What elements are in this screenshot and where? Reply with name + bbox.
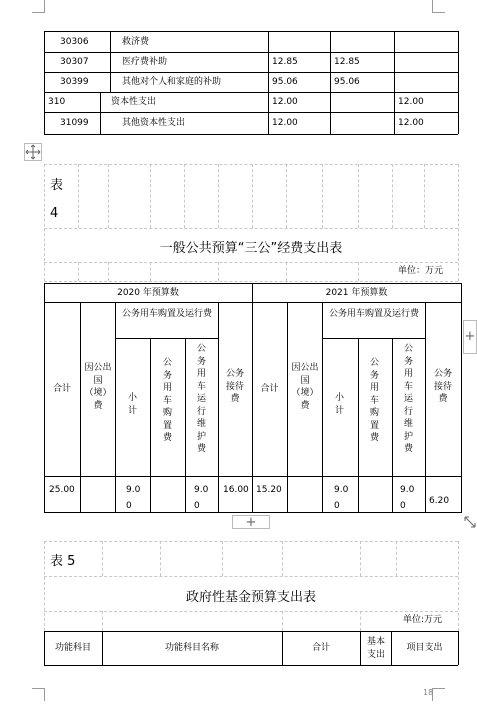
col-operation: 公务用车运行维护费 <box>403 344 413 454</box>
col-total: 合计 <box>52 384 71 394</box>
col-header: 功能科目 <box>54 643 91 653</box>
move-handle[interactable] <box>24 143 42 161</box>
unit-label: 单位：万元 <box>398 266 444 276</box>
col-operation: 公务用车运行维护费 <box>196 344 206 454</box>
vehicle-group-header: 公务用车购置及运行费 <box>328 309 419 319</box>
table-row-value: 95.06 <box>272 77 298 87</box>
col-total: 合计 <box>260 384 279 394</box>
col-subtotal: 小计 <box>127 393 137 416</box>
col-subtotal: 小计 <box>334 393 344 416</box>
table-row-value: 12.00 <box>398 118 424 128</box>
table-label: 表 5 <box>50 554 76 569</box>
year-header-2020: 2020 年预算数 <box>117 288 179 298</box>
col-purchase: 公务用车购置费 <box>369 358 379 443</box>
value-total-2020: 25.00 <box>49 485 75 495</box>
value-operation-2021: 9.00 <box>400 485 415 511</box>
col-header: 基本支出 <box>366 637 385 660</box>
plus-icon: + <box>464 329 476 344</box>
table-row-value: 12.00 <box>272 97 298 107</box>
page-number: 18 <box>423 688 434 697</box>
add-row-button[interactable] <box>232 515 270 529</box>
value-subtotal-2021: 9.00 <box>334 485 349 511</box>
plus-icon: + <box>245 515 257 530</box>
page-corner-mark <box>32 688 45 701</box>
add-column-button[interactable] <box>463 320 477 354</box>
table-row-name: 其他对个人和家庭的补助 <box>122 77 222 87</box>
table-row-name: 资本性支出 <box>111 97 157 107</box>
table-row-code: 30306 <box>60 37 89 47</box>
table-row-value: 12.00 <box>272 118 298 128</box>
col-purchase: 公务用车购置费 <box>162 358 172 443</box>
table-title: 政府性基金预算支出表 <box>185 590 316 605</box>
table-row-value: 95.06 <box>334 77 360 87</box>
table-row-value: 12.85 <box>334 57 360 67</box>
col-header: 合计 <box>311 643 330 653</box>
page-corner-mark <box>432 688 445 701</box>
col-header: 项目支出 <box>406 643 443 653</box>
col-reception: 公务接待费 <box>433 369 452 404</box>
col-abroad: 因公出国（境）费 <box>291 363 319 411</box>
table-row-code: 30399 <box>60 77 89 87</box>
resize-icon <box>463 515 477 529</box>
col-reception: 公务接待费 <box>225 369 244 404</box>
table-row-value: 12.85 <box>272 57 298 67</box>
table-title: 一般公共预算“三公”经费支出表 <box>159 241 343 256</box>
vehicle-group-header: 公务用车购置及运行费 <box>121 309 212 319</box>
page-corner-mark <box>432 0 445 13</box>
table-row-code: 310 <box>48 97 66 107</box>
unit-label: 单位:万元 <box>403 615 443 625</box>
col-header: 功能科目名称 <box>164 643 219 653</box>
table-row-code: 31099 <box>60 118 89 128</box>
table-row-value: 12.00 <box>398 97 424 107</box>
value-total-2021: 15.20 <box>256 485 282 495</box>
page-corner-mark <box>32 0 45 13</box>
year-header-2021: 2021 年预算数 <box>325 288 388 298</box>
table-row-code: 30307 <box>60 57 89 67</box>
value-subtotal-2020: 9.00 <box>126 485 141 511</box>
table-row-name: 救济费 <box>122 37 150 47</box>
value-operation-2020: 9.00 <box>194 485 209 511</box>
table-label: 表4 <box>50 178 64 221</box>
col-abroad: 因公出国（境）费 <box>84 363 112 411</box>
table-resize-handle[interactable] <box>463 514 477 528</box>
table-row-name: 其他资本性支出 <box>122 118 186 128</box>
table-row-name: 医疗费补助 <box>122 57 168 67</box>
value-reception-2021: 6.20 <box>429 496 450 506</box>
move-icon <box>25 144 41 160</box>
value-reception-2020: 16.00 <box>223 485 249 495</box>
